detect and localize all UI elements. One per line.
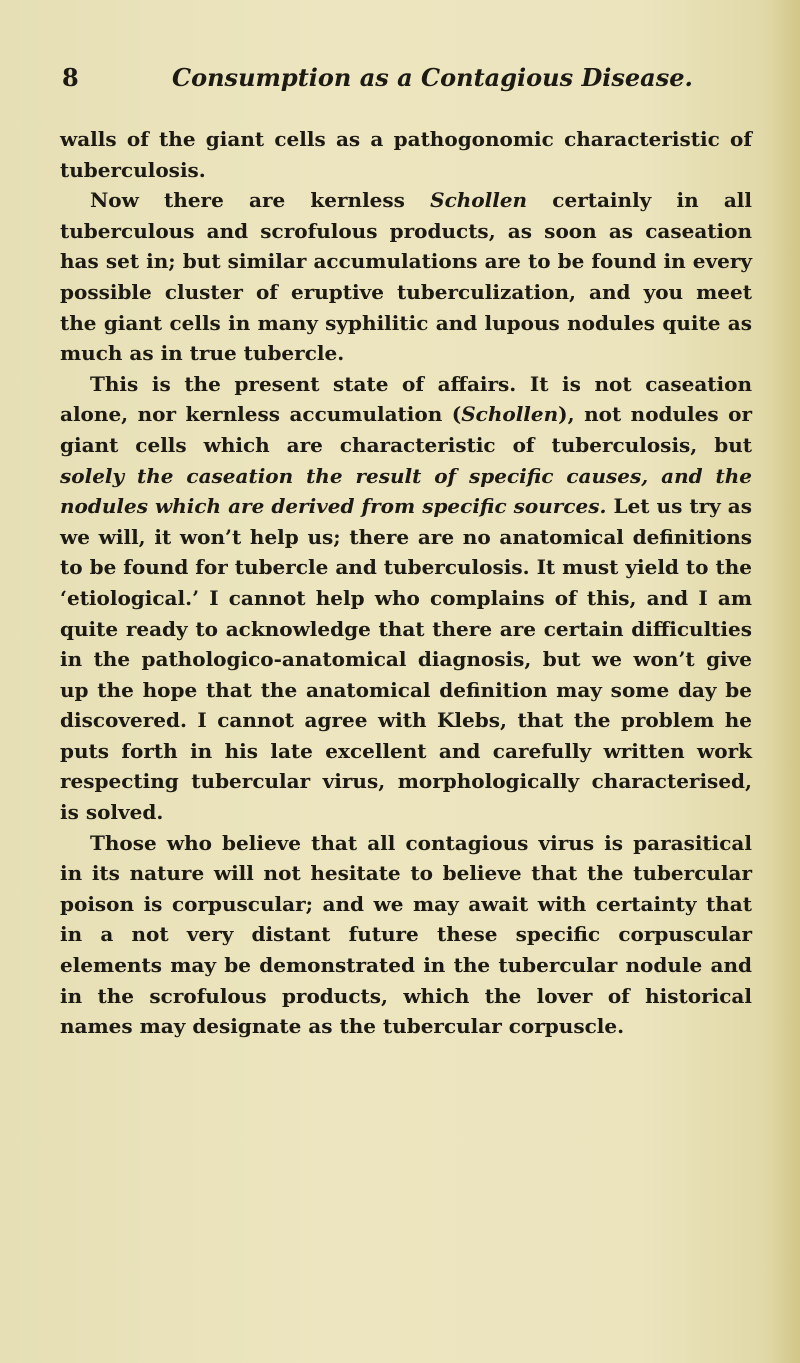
text-run: ), not nodules or giant cells which are characteristic of tuberculosis, but [60, 402, 752, 457]
running-head [62, 58, 752, 98]
text-run: Now there are kernless [90, 188, 431, 213]
italic-term: Schollen [430, 188, 528, 213]
page-number: 8 [62, 63, 79, 92]
text-run: Let us try as we will, it won’t help us; there are no anatomical definitions to be found for tubercle and tuberculosis. It must yield to the ‘etiological.’ I cannot help who complains of this, and I am quite ready to acknowledge that there are certain difficulties in the pathologico-anatomical diagnosis, but we won’t give up the hope that the anatomical definition may some day be discovered. I cannot agree with Klebs, that the problem he puts forth in his late excellent and carefully written work respecting tubercular virus, morphologically characterised, is solved. [60, 494, 752, 825]
paragraph [60, 185, 752, 369]
italic-term: Schollen [461, 402, 559, 427]
page-edge-shading [772, 0, 800, 1363]
text-run: This is the present state of affairs. It is not caseation alone, nor kernless accumulation ( [60, 371, 752, 427]
body-text [60, 124, 752, 1042]
italic-emphasis: solely the caseation the result of specific causes, and the nodules which are derived from specific sources. [60, 463, 752, 519]
paragraph [60, 124, 752, 185]
text-run: Those who believe that all contagious virus is parasitical in its nature will not hesitate to believe that the tubercular poison is corpuscular; and we may await with certainty that in a not very distant future these specific corpuscular elements may be demonstrated in the tubercular nodule and in the scrofulous products, which the lover of historical names may designate as the tubercular corpuscle. [60, 830, 752, 1039]
paragraph [60, 369, 752, 828]
text-run: walls of the giant cells as a pathogonomic characteristic of tuberculosis. [60, 127, 752, 182]
text-run: certainly in all tuberculous and scrofulous products, as soon as caseation has set in; but similar accumulations are to be found in every possible cluster of eruptive tuberculization, and you meet the giant cells in many syphilitic and lupous nodules quite as much as in true tubercle. [60, 188, 752, 366]
running-title: Consumption as a Contagious Disease. [172, 63, 693, 92]
paragraph [60, 828, 752, 1042]
